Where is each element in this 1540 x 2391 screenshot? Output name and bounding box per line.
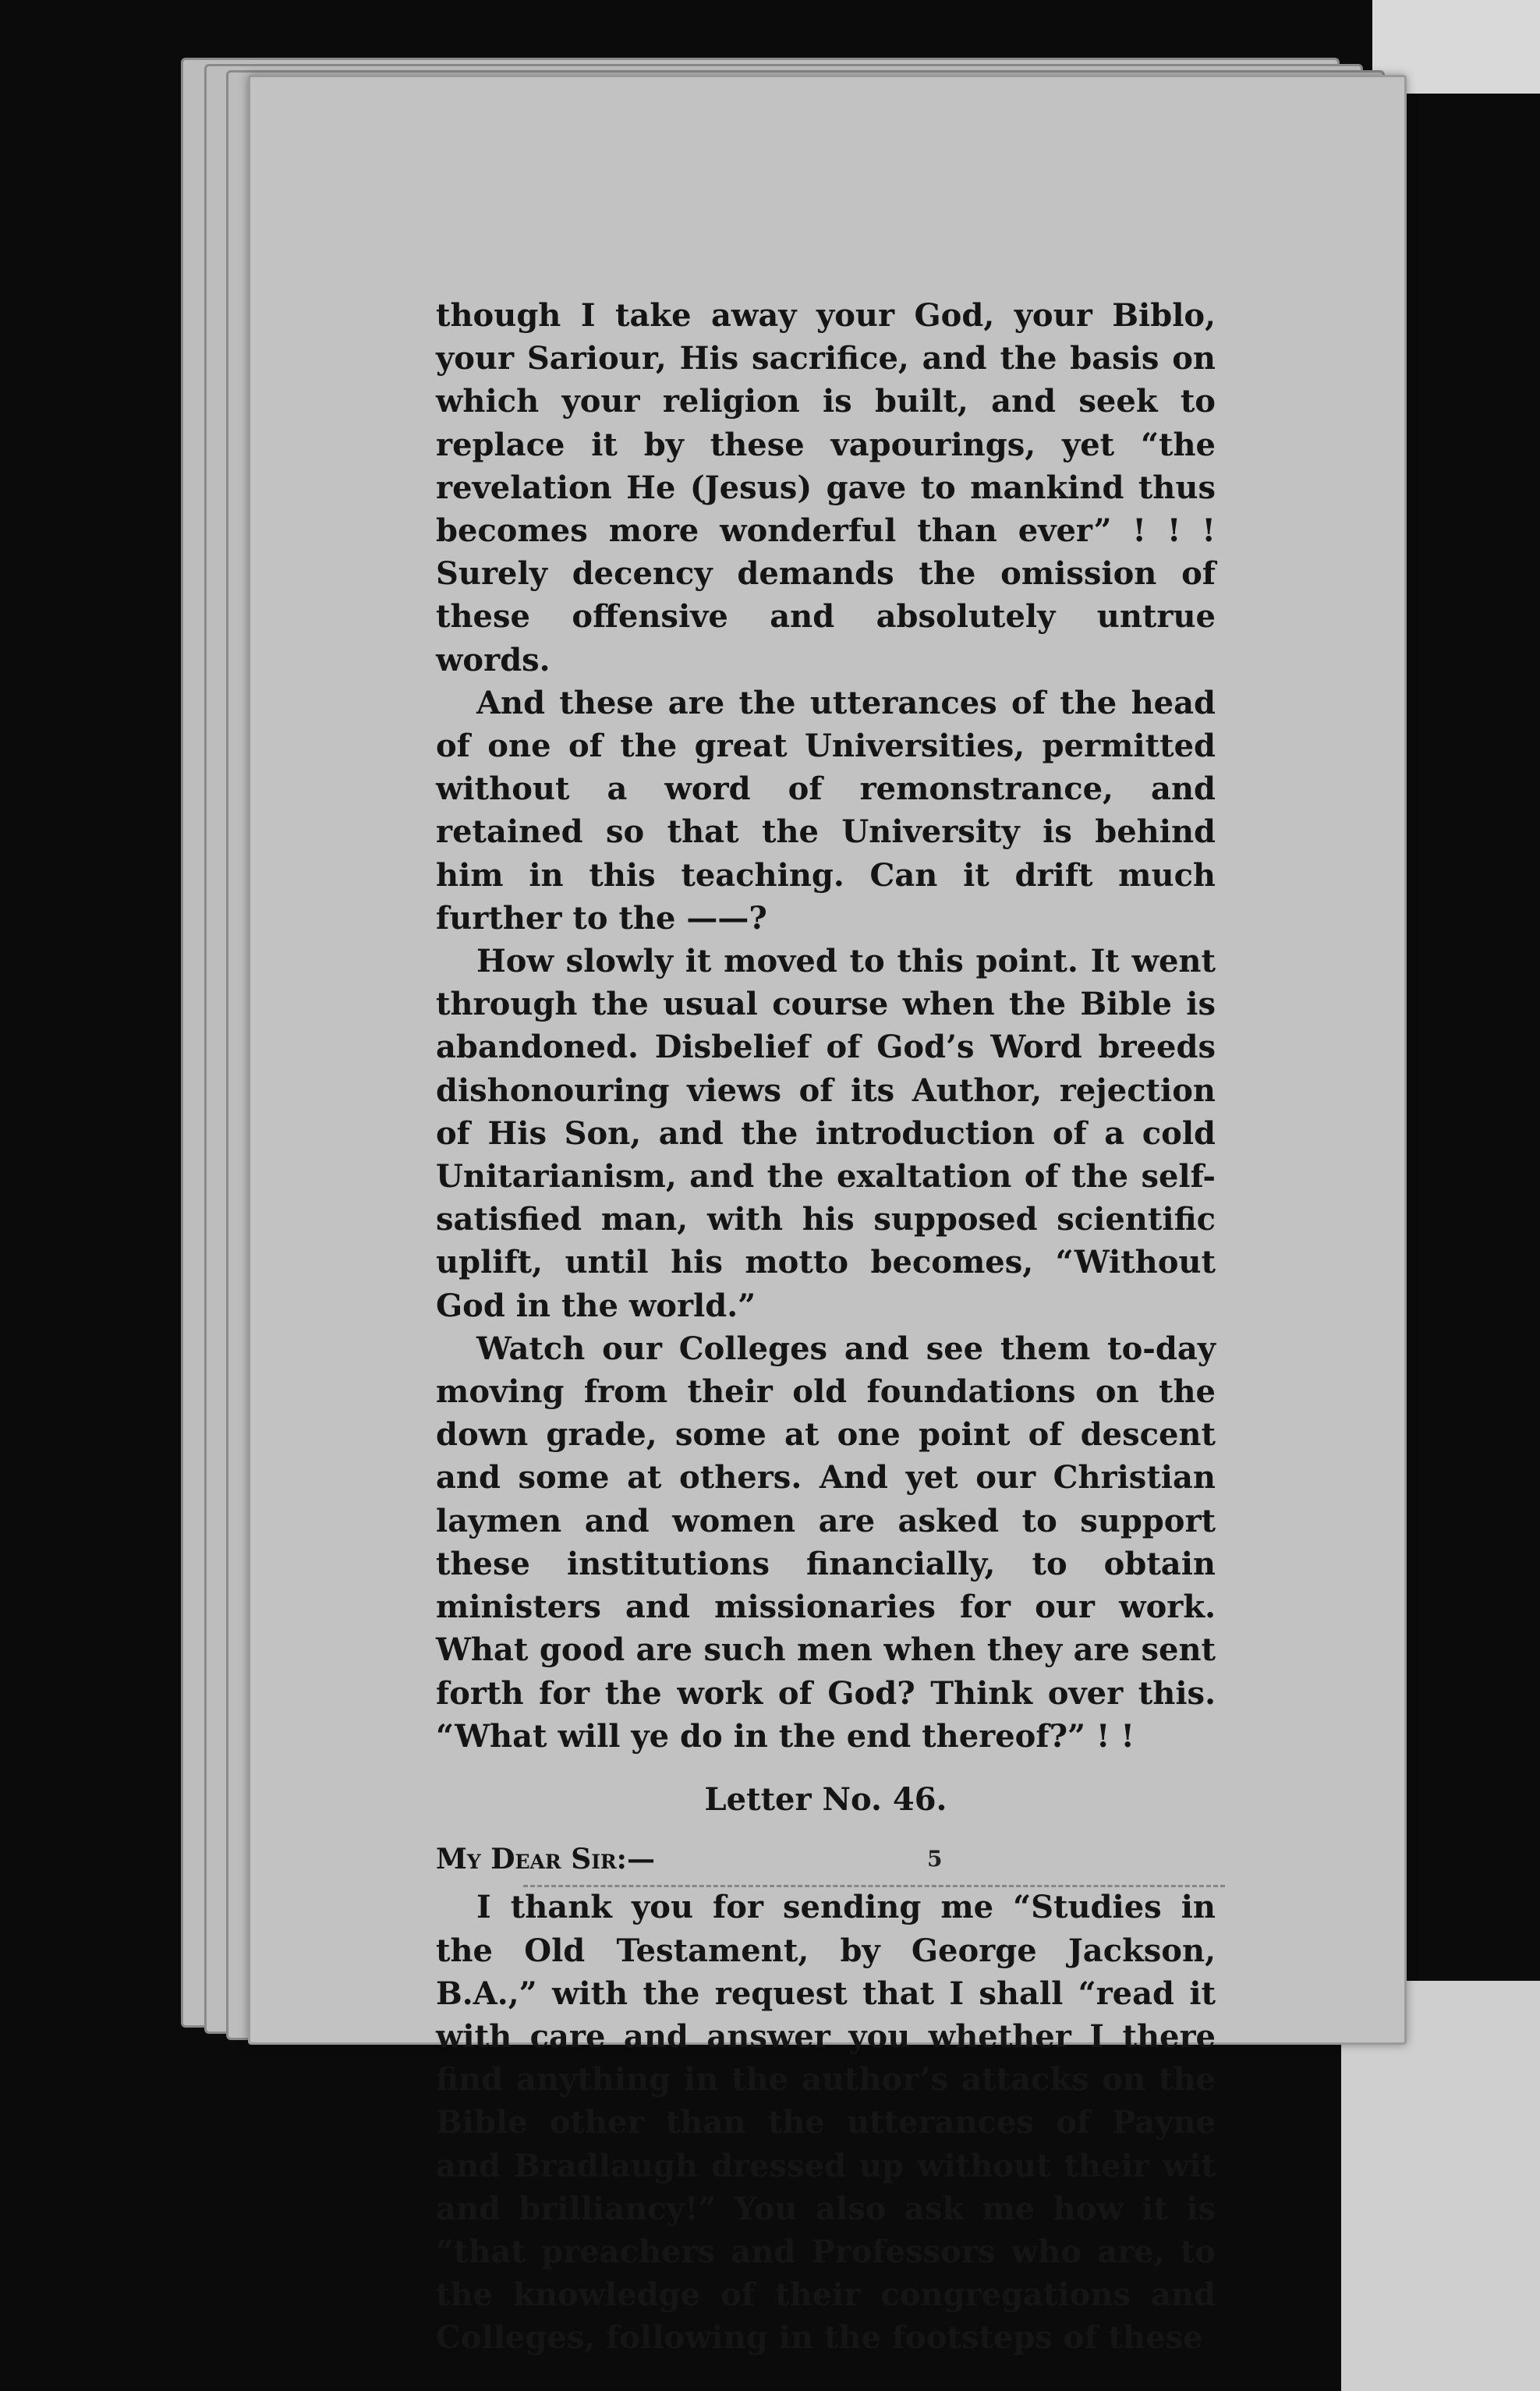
salutation: My Dear Sir:— xyxy=(436,1843,655,1876)
book-page xyxy=(248,75,1407,2357)
letter-heading: Letter No. 46. xyxy=(704,1780,947,1818)
page-folio: 5 xyxy=(927,1846,943,1872)
paragraph-5: I thank you for sending me “Studies in the Old Testament, by George Jackson, B.A.,” with the request that I shall “read it with care and answer you whether I there find anything in the author’s attacks on the Bible other than the utterances of Payne and Bradlaugh dressed up without their wit and brilliancy!” You also ask me how it is “that preachers and Professors who are, to the knowledge of their congregations and Colleges, following in the footsteps of these xyxy=(436,1889,1216,2357)
footer-rule xyxy=(523,1885,1225,1890)
paragraph-2: And these are the utterances of the head of one of the great Universities, permitted without a word of remonstrance, and retained so that the University is behind him in this teaching. Can it drift much further to the ——? xyxy=(436,684,1216,937)
paragraph-3: How slowly it moved to this point. It went through the usual course when the Bible is abandoned. Disbelief of God’s Word breeds dishonouring views of its Author, rejection of His Son, and the introduction of a cold Unitarianism, and the exaltation of the self-satisfied man, with his supposed scientific uplift, until his motto becomes, “Without God in the world.” xyxy=(436,943,1216,1324)
paragraph-1: though I take away your God, your Biblo, your Sariour, His sacrifice, and the basis on which your religion is built, and seek to replace it by these vapourings, yet “the revelation He (Jesus) gave to mankind thus becomes more wonderful than ever” ! ! ! Surely decency demands the omission of these offensive and absolutely untrue words. xyxy=(436,297,1216,678)
page-body-text xyxy=(436,294,1216,2360)
paragraph-4: Watch our Colleges and see them to-day moving from their old foundations on the down grade, some at one point of descent and some at others. And yet our Christian laymen and women are asked to support these institutions financially, to obtain ministers and missionaries for our work. What good are such men when they are sent forth for the work of God? Think over this. “What will ye do in the end thereof?” ! ! xyxy=(436,1330,1216,1755)
